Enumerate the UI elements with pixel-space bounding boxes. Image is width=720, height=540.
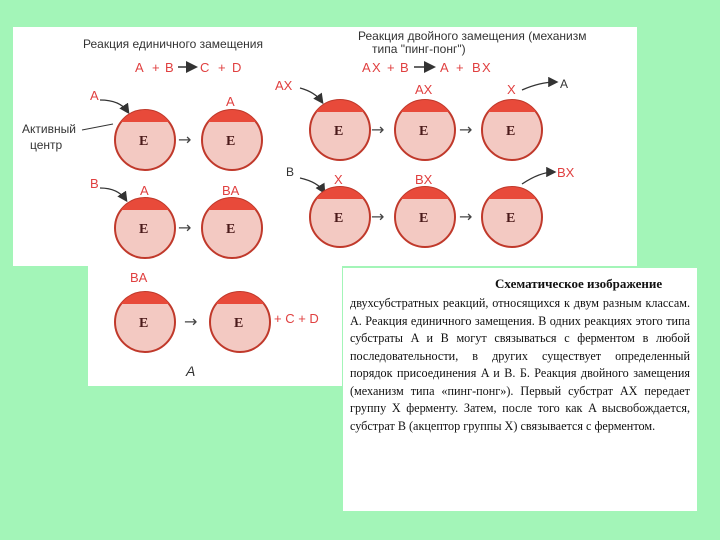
svg-text:E: E <box>419 211 429 226</box>
right-row1-released-a: A <box>560 77 569 91</box>
release-arrow <box>522 172 554 184</box>
active-center-pointer <box>82 124 113 130</box>
enzyme-circle <box>480 185 544 247</box>
svg-text:E: E <box>226 222 236 237</box>
double-title-line2: типа "пинг-понг") <box>372 42 466 56</box>
svg-text:B: B <box>472 60 481 75</box>
enzyme-circle <box>200 196 264 258</box>
svg-text:A: A <box>362 60 371 75</box>
release-arrow <box>522 82 556 90</box>
enzyme-circle <box>113 290 177 352</box>
svg-text:E: E <box>419 124 429 139</box>
enzyme-circle <box>393 98 457 160</box>
reaction-arrow: → <box>459 120 473 139</box>
right-row2-bound-bx: BX <box>415 172 433 187</box>
svg-text:E: E <box>506 124 516 139</box>
enzyme-circle <box>393 185 457 247</box>
right-row1-substrate-ax: AX <box>275 78 293 93</box>
svg-text:+: + <box>456 60 464 75</box>
svg-text:A: A <box>440 60 449 75</box>
svg-text:+: + <box>387 60 395 75</box>
reaction-arrow: → <box>178 130 192 149</box>
right-row2-substrate-b: B <box>286 165 295 179</box>
svg-text:X: X <box>372 60 381 75</box>
row1-substrate-a: A <box>90 88 99 103</box>
svg-text:E: E <box>234 316 244 331</box>
row1-bound-a: A <box>226 94 235 109</box>
svg-text:E: E <box>334 124 344 139</box>
reaction-arrow: → <box>178 218 192 237</box>
eq-d: D <box>232 60 242 75</box>
svg-text:E: E <box>506 211 516 226</box>
single-equation <box>135 60 241 75</box>
double-equation <box>362 60 491 75</box>
enzyme-circle <box>113 196 177 258</box>
svg-text:E: E <box>226 134 236 149</box>
enzyme-circle <box>113 108 177 170</box>
row3-products: + C + D <box>274 311 319 326</box>
right-row1-bound-ax: AX <box>415 82 433 97</box>
enzyme-circle <box>308 98 372 160</box>
caption-title: Схематическое изображение <box>495 276 663 291</box>
enzyme-circle <box>200 108 264 170</box>
row2-bound-ba: BA <box>222 183 240 198</box>
active-center-label: Активный <box>22 122 76 136</box>
eq-plus-2: + <box>218 60 226 75</box>
single-title: Реакция единичного замещения <box>83 37 263 51</box>
caption-body: двухсубстратных реакций, относящихся к двум разным классам. А. Реакция единичного замещения. В одних реакциях этого типа субстраты A и B могут связываться с ферментом в любой последовательности, в других существует определенный порядок присоединения A и B. Б. Реакция двойного замещения (механизм типа «пинг-понг»). Первый субстрат AX передает группу X ферменту. Затем, после того как A высвобождается, субстрат B (акцептор группы X) связывается с ферментом. <box>350 296 690 433</box>
double-title-line1: Реакция двойного замещения (механизм <box>358 29 587 43</box>
reaction-arrow: → <box>371 207 385 226</box>
svg-text:B: B <box>400 60 409 75</box>
svg-text:E: E <box>334 211 344 226</box>
row2-substrate-b: B <box>90 176 99 191</box>
enzyme-circle <box>208 290 272 352</box>
binding-arrow <box>100 188 126 200</box>
eq-c: C <box>200 60 210 75</box>
svg-text:E: E <box>139 134 149 149</box>
binding-arrow <box>100 100 128 112</box>
eq-a: A <box>135 60 144 75</box>
eq-plus-1: + <box>152 60 160 75</box>
enzyme-circle <box>480 98 544 160</box>
right-row2-released-bx: BX <box>557 165 575 180</box>
panel-letter-a: А <box>186 363 196 379</box>
binding-arrow <box>300 88 322 102</box>
eq-b: B <box>165 60 174 75</box>
svg-text:E: E <box>139 222 149 237</box>
row3-bound-ba: BA <box>130 270 148 285</box>
reaction-arrow: → <box>184 312 198 331</box>
reaction-arrow: → <box>371 120 385 139</box>
binding-arrow <box>300 178 324 192</box>
svg-text:X: X <box>482 60 491 75</box>
svg-text:E: E <box>139 316 149 331</box>
reaction-arrow: → <box>459 207 473 226</box>
enzyme-circle <box>308 185 372 247</box>
right-row1-bound-x: X <box>507 82 516 97</box>
row2-bound-a: A <box>140 183 149 198</box>
active-center-label-2: центр <box>30 138 63 152</box>
right-row2-bound-x: X <box>334 172 343 187</box>
